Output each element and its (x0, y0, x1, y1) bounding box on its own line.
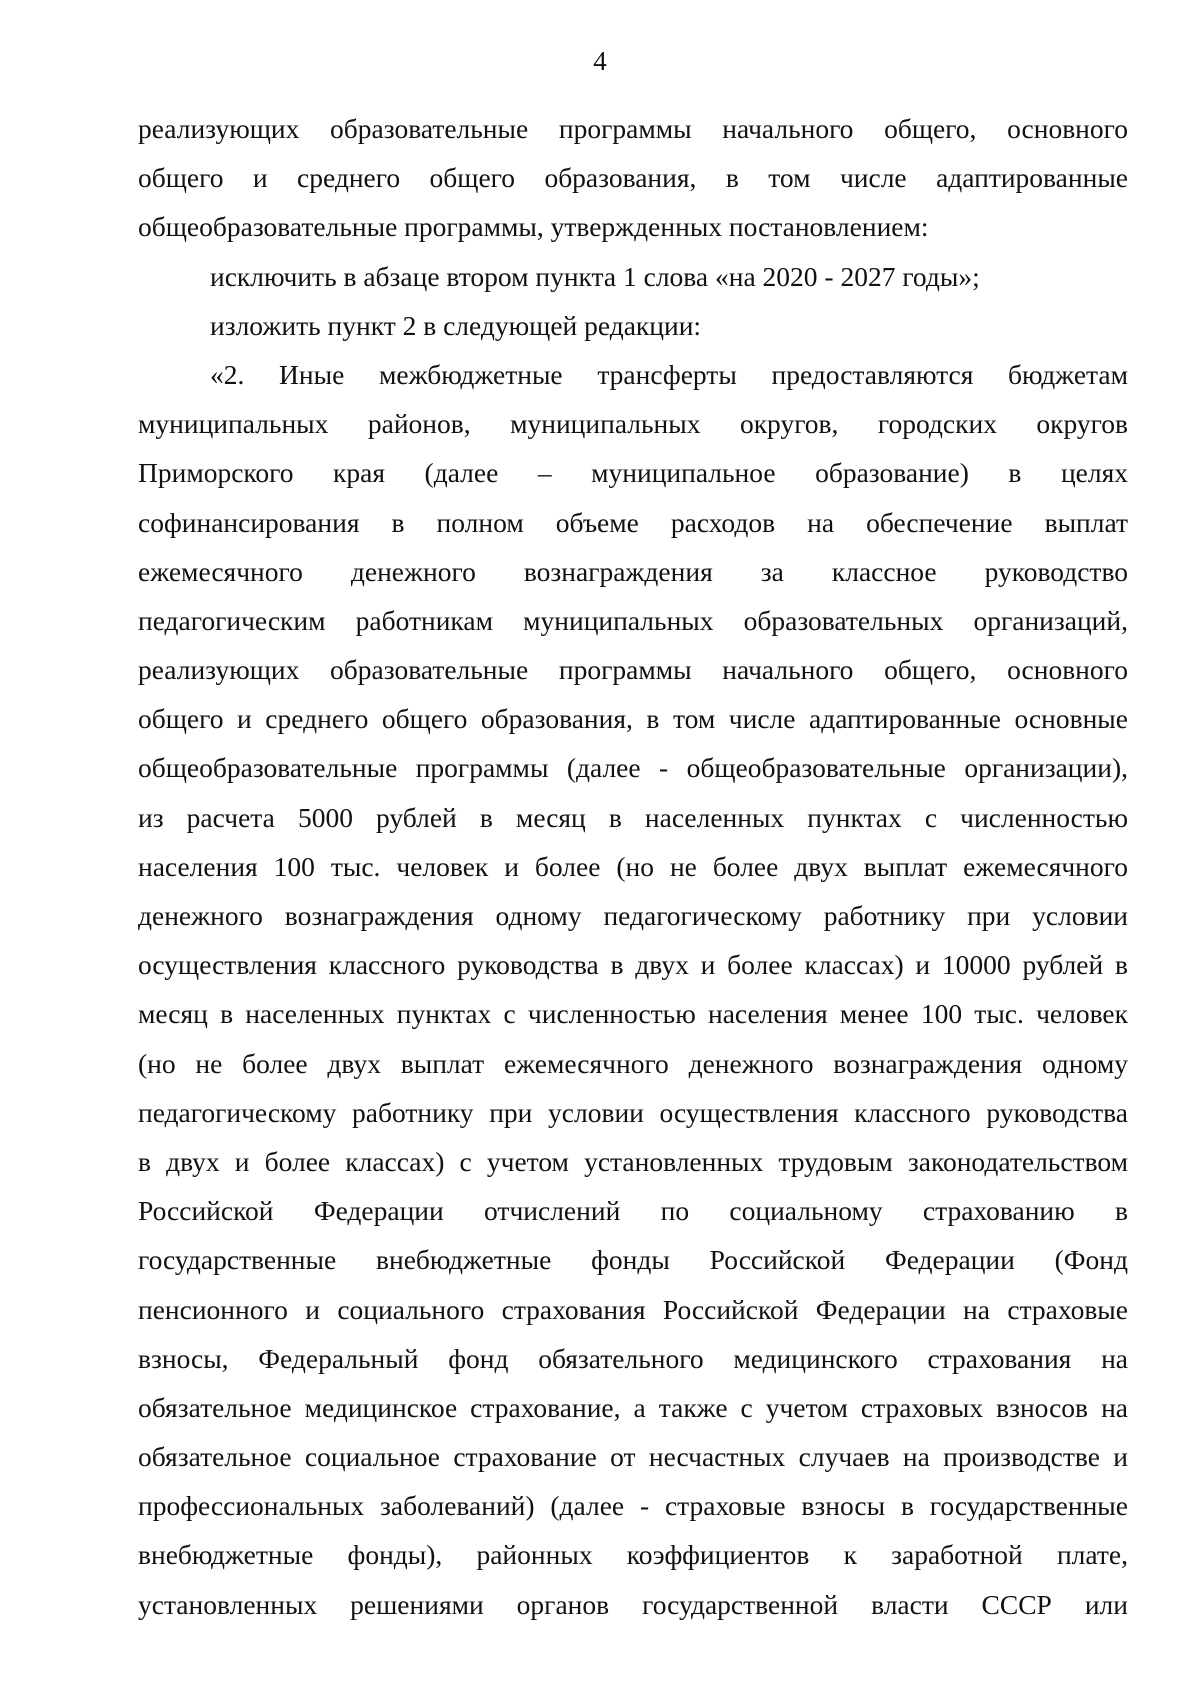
text-line: реализующих образовательные программы начального общего, основного (138, 113, 1128, 144)
text-line: исключить в абзаце втором пункта 1 слова «на 2020 - 2027 годы»; (210, 260, 980, 292)
text-line: обязательное медицинское страхование, а также с учетом страховых взносов на (138, 1391, 1128, 1423)
text-line: реализующих образовательные программы начального общего, основного (138, 654, 1128, 686)
text-line: «2. Иные межбюджетные трансферты предоставляются бюджетам (210, 358, 1128, 390)
body-text (138, 104, 1128, 1629)
text-line: месяц в населенных пунктах с численностью населения менее 100 тыс. человек (138, 998, 1128, 1030)
text-line: муниципальных районов, муниципальных округов, городских округов (138, 408, 1128, 440)
text-line: населения 100 тыс. человек и более (но не более двух выплат ежемесячного (138, 850, 1128, 882)
text-line: пенсионного и социального страхования Российской Федерации на страховые (138, 1293, 1128, 1325)
page-number: 4 (593, 46, 607, 76)
text-line: изложить пункт 2 в следующей редакции: (210, 309, 702, 341)
text-line: обязательное социальное страхование от несчастных случаев на производстве и (138, 1441, 1128, 1473)
text-line: осуществления классного руководства в двух и более классах) и 10000 рублей в (138, 949, 1128, 981)
text-line: государственные внебюджетные фонды Российской Федерации (Фонд (138, 1244, 1128, 1276)
text-line: (но не более двух выплат ежемесячного денежного вознаграждения одному (138, 1047, 1128, 1079)
text-line: в двух и более классах) с учетом установленных трудовым законодательством (138, 1145, 1128, 1177)
text-line: общеобразовательные программы (далее - общеобразовательные организации), (138, 752, 1128, 784)
text-line: педагогическому работнику при условии осуществления классного руководства (138, 1096, 1128, 1128)
text-line: общего и среднего общего образования, в том числе адаптированные основные (138, 703, 1128, 735)
text-line: Приморского края (далее – муниципальное образование) в целях (138, 457, 1128, 489)
text-line: ежемесячного денежного вознаграждения за классное руководство (138, 555, 1128, 587)
text-line: внебюджетные фонды), районных коэффициентов к заработной плате, (138, 1539, 1128, 1571)
text-line: Российской Федерации отчислений по социальному страхованию в (138, 1195, 1128, 1227)
text-line: софинансирования в полном объеме расходов на обеспечение выплат (138, 506, 1128, 538)
text-line: общеобразовательные программы, утвержденных постановлением: (138, 211, 929, 243)
text-line: профессиональных заболеваний) (далее - страховые взносы в государственные (138, 1490, 1128, 1522)
text-line: из расчета 5000 рублей в месяц в населенных пунктах с численностью (138, 801, 1128, 833)
text-line: педагогическим работникам муниципальных образовательных организаций, (138, 604, 1128, 636)
text-line: установленных решениями органов государственной власти СССР или (138, 1588, 1128, 1620)
text-line: денежного вознаграждения одному педагогическому работнику при условии (138, 900, 1128, 931)
text-line: взносы, Федеральный фонд обязательного медицинского страхования на (138, 1342, 1128, 1374)
text-line: общего и среднего общего образования, в том числе адаптированные (138, 162, 1128, 194)
